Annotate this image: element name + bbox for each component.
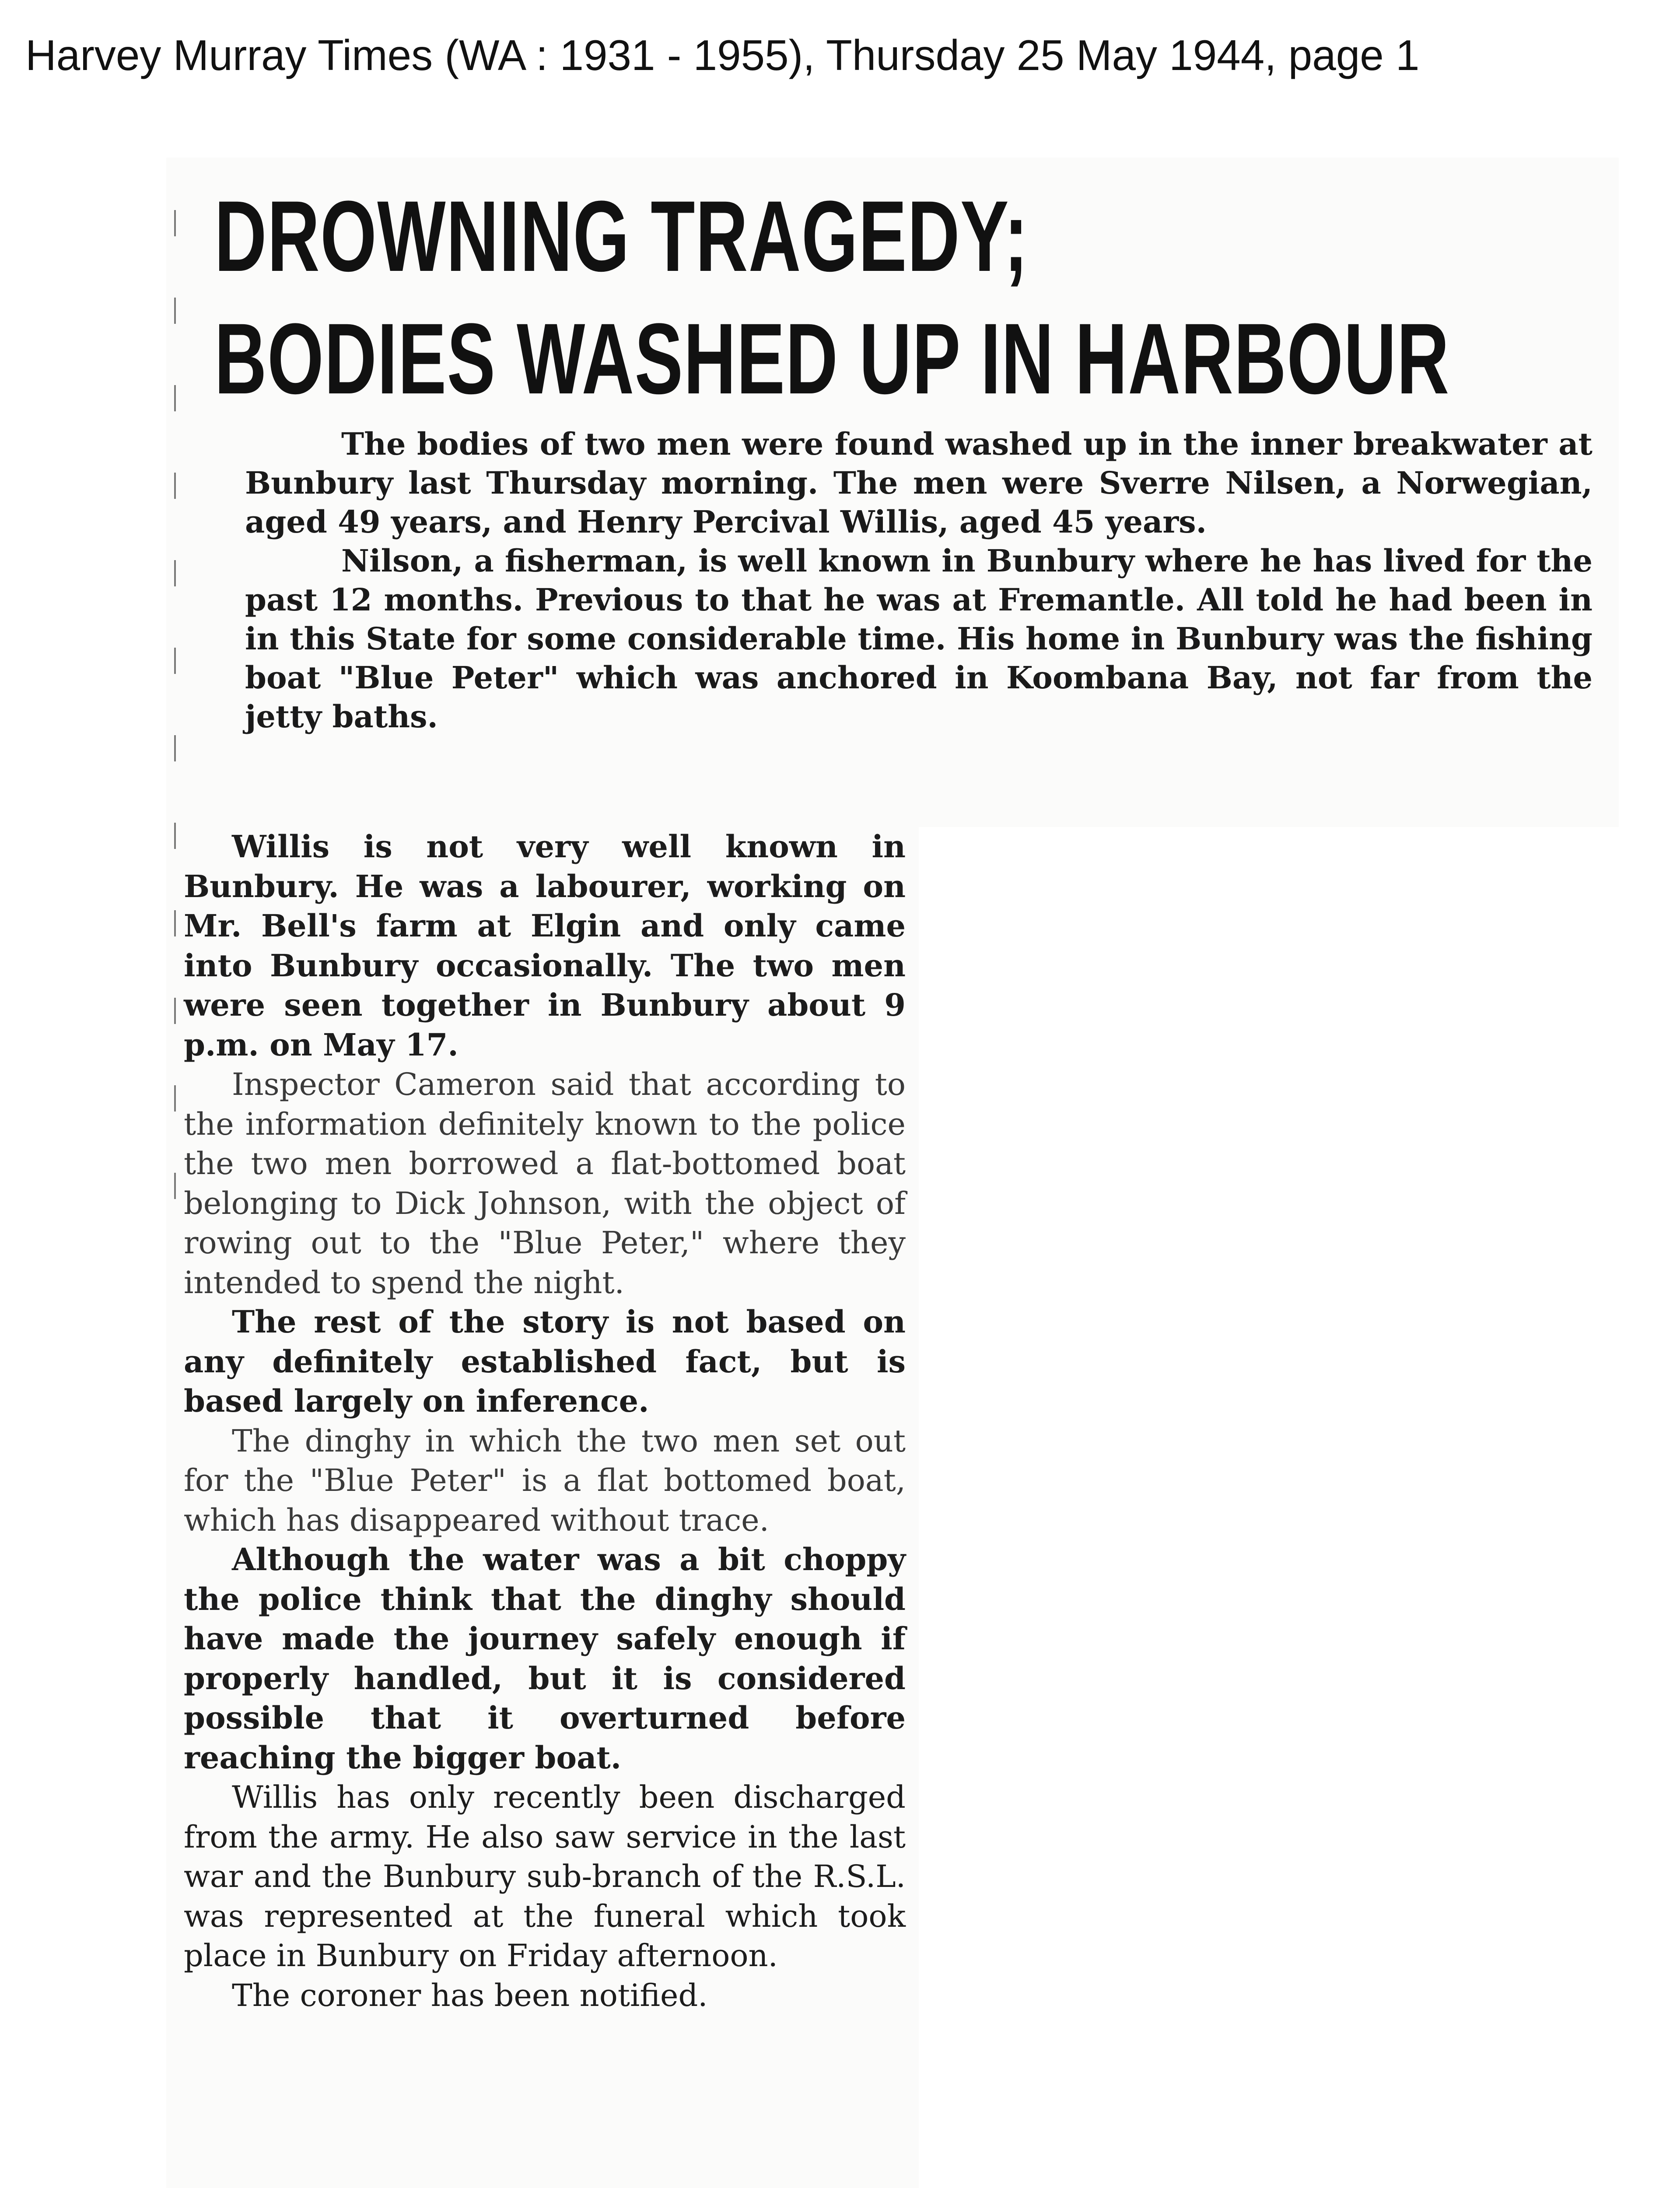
page-caption: Harvey Murray Times (WA : 1931 - 1955), Thursday 25 May 1944, page 1: [25, 31, 1420, 79]
column-paragraph-7: The coroner has been notified.: [232, 1977, 708, 2013]
lead-paragraph-1: The bodies of two men were found washed up in the inner breakwater at Bunbury last Thursday morning. The men were Sverre Nilsen, a Norwegian, aged 49 years, and Henry Percival Willis, aged 45 years.: [245, 426, 1592, 540]
column-paragraph-1: Willis is not very well known in Bunbury. He was a labourer, working on Mr. Bell's farm at Elgin and only came into Bunbury occasionally. The two men were seen together in Bunbury about 9 p.m. on May 17.: [184, 828, 906, 1063]
article-lead: [245, 424, 1592, 736]
lead-paragraph-2: Nilson, a fisherman, is well known in Bunbury where he has lived for the past 12 months. Previous to that he was at Fremantle. All told he had been in in this State for some considerable time. His home in Bunbury was the fishing boat "Blue Peter" which was anchored in Koombana Bay, not far from the jetty baths.: [245, 543, 1592, 735]
clipping-blank-area: [919, 827, 1619, 2188]
article-headline: [214, 175, 1450, 420]
column-paragraph-2: Inspector Cameron said that according to the information definitely known to the police the two men borrowed a flat-bottomed boat belonging to Dick Johnson, with the object of rowing out to the "Blue Peter," where they intended to spend the night.: [184, 1066, 906, 1301]
article-column: [184, 827, 906, 2015]
column-paragraph-6: Willis has only recently been discharged from the army. He also saw service in the last war and the Bunbury sub-branch of the R.S.L. was represented at the funeral which took place in Bunbury on Friday afternoon.: [184, 1779, 906, 1974]
headline-line-1: DROWNING TRAGEDY;: [214, 180, 1029, 292]
headline-line-2: BODIES WASHED UP IN HARBOUR: [214, 302, 1450, 415]
newspaper-clipping: [166, 158, 1619, 2188]
column-paragraph-4: The dinghy in which the two men set out for the "Blue Peter" is a flat bottomed boat, which has disappeared without trace.: [184, 1423, 906, 1538]
column-paragraph-5: Although the water was a bit choppy the police think that the dinghy should have made the journey safely enough if properly handled, but it is considered possible that it overturned before reaching the bigger boat.: [184, 1541, 906, 1776]
column-paragraph-3: The rest of the story is not based on any definitely established fact, but is based largely on inference.: [184, 1304, 906, 1419]
column-margin-rule: [174, 210, 176, 1260]
